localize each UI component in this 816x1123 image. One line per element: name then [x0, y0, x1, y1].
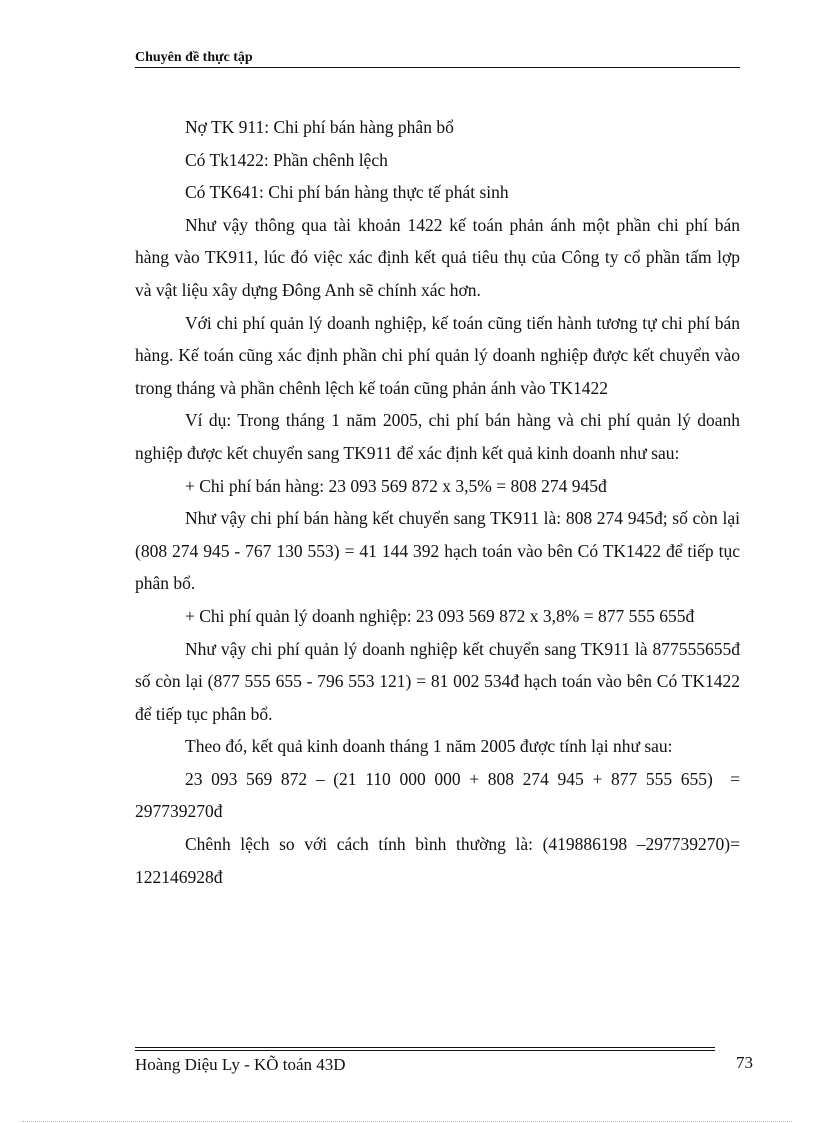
paragraph-result-formula: 23 093 569 872 – (21 110 000 000 + 808 274 945 + 877 555 655) = 297739270đ — [135, 768, 745, 822]
paragraph-account-1422-explanation: Như vậy thông qua tài khoản 1422 kế toán phản ánh một phần chi phí bán hàng vào TK911, lúc đó việc xác định kết quả tiêu thụ của Công ty cổ phần tấm lợp và vật liệu xây dựng Đông Anh sẽ chính xác hơn. — [135, 214, 745, 300]
header-rule — [135, 67, 740, 68]
page-bottom-dotted-line — [22, 1121, 792, 1122]
footer-rule-bottom — [135, 1050, 715, 1051]
paragraph-selling-cost-formula: + Chi phí bán hàng: 23 093 569 872 x 3,5% = 808 274 945đ — [185, 475, 607, 496]
header-title: Chuyên đề thực tập — [135, 50, 253, 65]
paragraph-credit-tk641: Có TK641: Chi phí bán hàng thực tế phát sinh — [185, 182, 509, 203]
document-body — [135, 111, 758, 893]
footer-rule-top — [135, 1047, 715, 1048]
paragraph-management-cost-formula: + Chi phí quản lý doanh nghiệp: 23 093 569 872 x 3,8% = 877 555 655đ — [185, 605, 695, 626]
footer-author: Hoàng Diệu Ly - KÕ toán 43D — [135, 1055, 346, 1074]
page-header — [135, 50, 740, 70]
paragraph-result-intro: Theo đó, kết quả kinh doanh tháng 1 năm 2005 được tính lại như sau: — [185, 736, 673, 757]
page-number: 73 — [736, 1053, 753, 1072]
paragraph-debit-tk911: Nợ TK 911: Chi phí bán hàng phân bổ — [185, 117, 454, 137]
paragraph-management-cost: Với chi phí quản lý doanh nghiệp, kế toán cũng tiến hành tương tự chi phí bán hàng. Kế toán cũng xác định phần chi phí quản lý doanh nghiệp được kết chuyển vào trong tháng và phần chênh lệch kế toán cũng phản ánh vào TK1422 — [135, 312, 745, 398]
paragraph-example: Ví dụ: Trong tháng 1 năm 2005, chi phí bán hàng và chi phí quản lý doanh nghiệp được kết chuyển sang TK911 để xác định kết quả kinh doanh như sau: — [135, 410, 745, 463]
paragraph-difference: Chênh lệch so với cách tính bình thường là: (419886198 –297739270)= 122146928đ — [135, 834, 745, 887]
paragraph-credit-tk1422: Có Tk1422: Phần chênh lệch — [185, 149, 388, 170]
paragraph-management-cost-remainder: Như vậy chi phí quản lý doanh nghiệp kết chuyển sang TK911 là 877555655đ số còn lại (877 555 655 - 796 553 121) = 81 002 534đ hạch toán vào bên Có TK1422 để tiếp tục phân bổ. — [135, 638, 758, 724]
paragraph-selling-cost-remainder: Như vậy chi phí bán hàng kết chuyển sang TK911 là: 808 274 945đ; số còn lại (808 274 945 - 767 130 553) = 41 144 392 hạch toán vào bên Có TK1422 để tiếp tục phân bổ. — [135, 508, 745, 594]
